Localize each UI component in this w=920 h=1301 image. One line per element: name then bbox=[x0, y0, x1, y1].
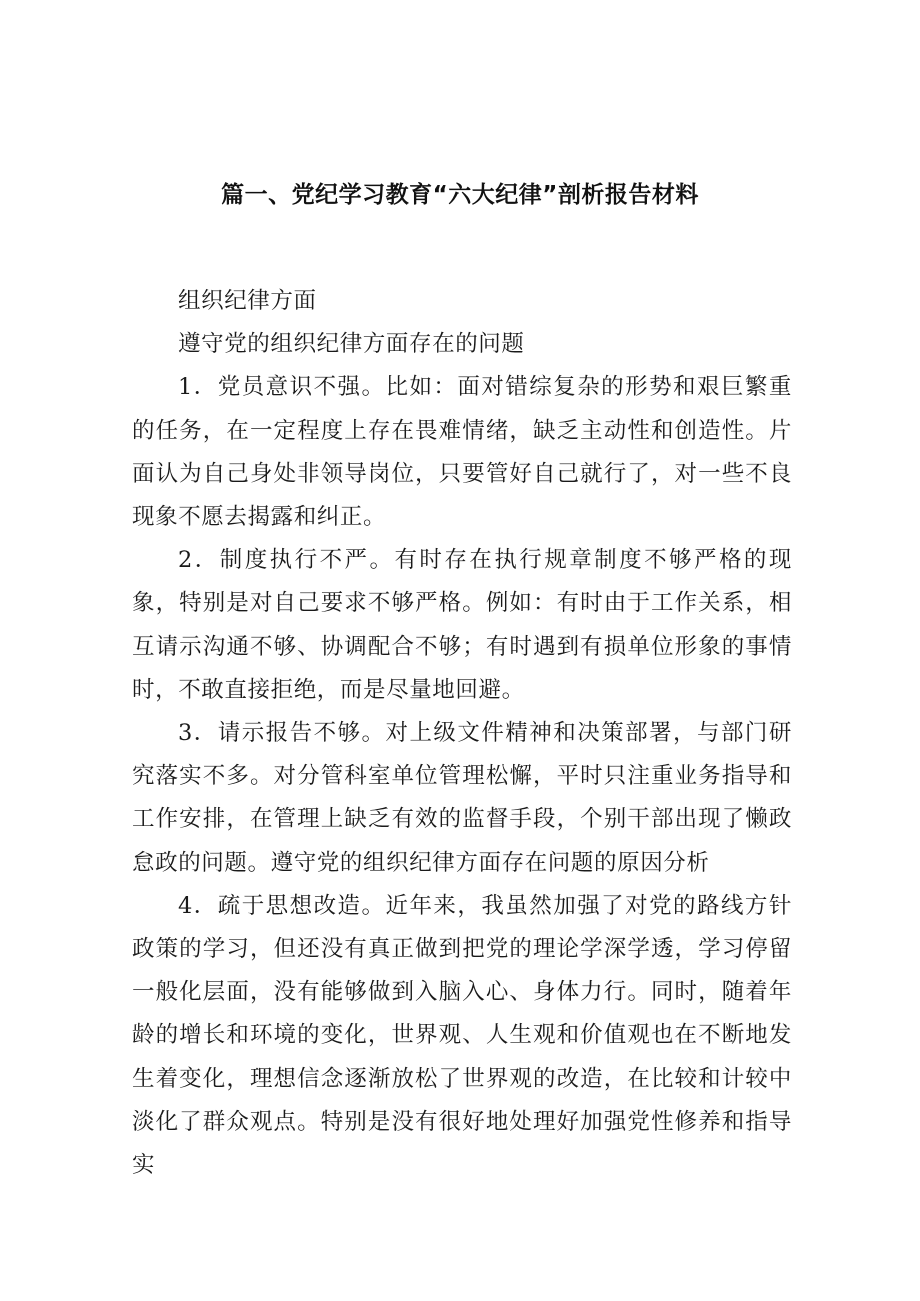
paragraph-item-4: 4．疏于思想改造。近年来，我虽然加强了对党的路线方针政策的学习，但还没有真正做到把党的理论学深学透，学习停留一般化层面，没有能够做到入脑入心、身体力行。同时，随着年龄的增长和环境的变化，世界观、人生观和价值观也在不断地发生着变化，理想信念逐渐放松了世界观的改造，在比较和计较中淡化了群众观点。特别是没有很好地处理好加强党性修养和指导实 bbox=[132, 892, 792, 1179]
section-heading: 组织纪律方面 bbox=[178, 288, 317, 314]
paragraph-item-3: 3．请示报告不够。对上级文件精神和决策部署，与部门研究落实不多。对分管科室单位管理松懈，平时只注重业务指导和工作安排，在管理上缺乏有效的监督手段，个别干部出现了懒政怠政的问题。遵守党的组织纪律方面存在问题的原因分析 bbox=[132, 720, 792, 876]
subsection-heading: 遵守党的组织纪律方面存在的问题 bbox=[178, 331, 525, 358]
paragraph-item-2: 2．制度执行不严。有时存在执行规章制度不够严格的现象，特别是对自己要求不够严格。例如：有时由于工作关系，相互请示沟通不够、协调配合不够；有时遇到有损单位形象的事情时，不敢直接拒绝，而是尽量地回避。 bbox=[132, 547, 792, 703]
paragraph-item-1: 1．党员意识不强。比如：面对错综复杂的形势和艰巨繁重的任务，在一定程度上存在畏难情绪，缺乏主动性和创造性。片面认为自己身处非领导岗位，只要管好自己就行了，对一些不良现象不愿去揭露和纠正。 bbox=[132, 374, 792, 531]
document-title: 篇一、党纪学习教育“六大纪律”剖析报告材料 bbox=[221, 182, 699, 208]
document-body bbox=[132, 280, 792, 1187]
